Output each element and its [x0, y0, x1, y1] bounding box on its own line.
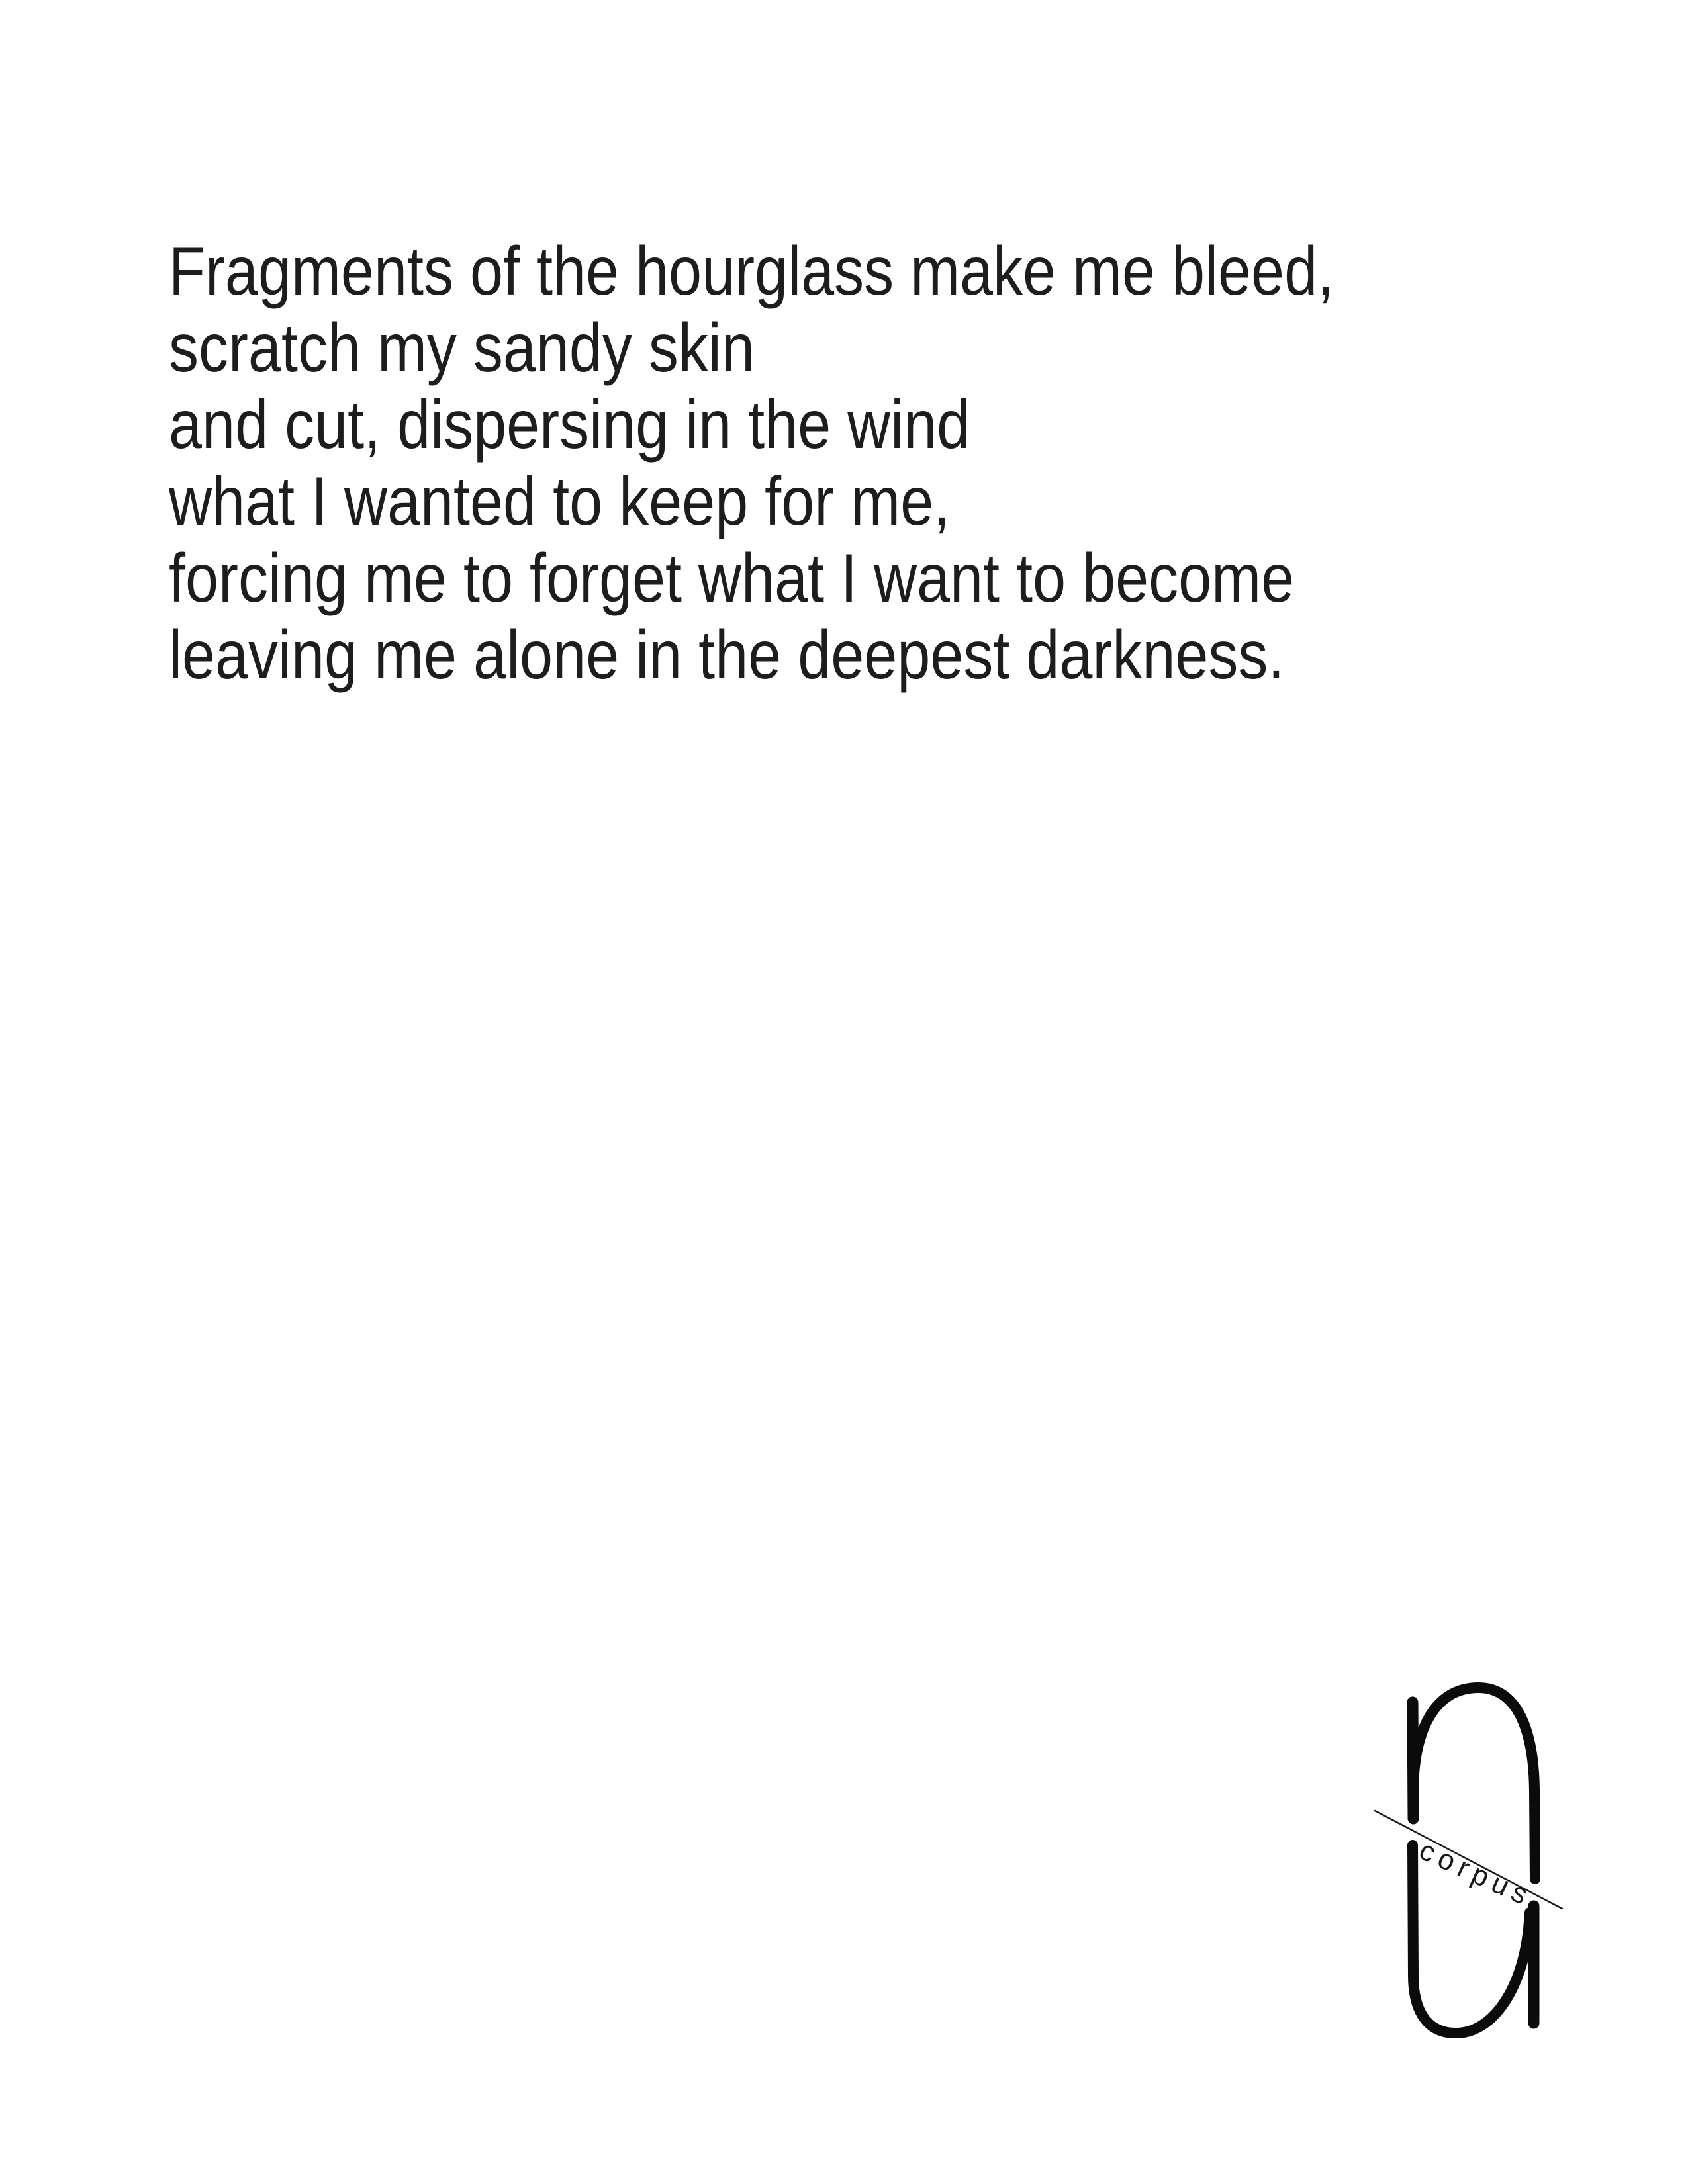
brand-logo	[1350, 1668, 1589, 2058]
poem-line: and cut, dispersing in the wind	[169, 387, 970, 463]
poem-line: Fragments of the hourglass make me bleed,	[169, 233, 1335, 310]
poem-line: leaving me alone in the deepest darkness.	[169, 617, 1285, 694]
poem-line: what I wanted to keep for me,	[169, 463, 951, 540]
poem-text	[169, 233, 1334, 694]
logo-wordmark: corpus	[1414, 1834, 1538, 1914]
poem-line: scratch my sandy skin	[169, 310, 755, 387]
poem-line: forcing me to forget what I want to become	[169, 540, 1295, 617]
